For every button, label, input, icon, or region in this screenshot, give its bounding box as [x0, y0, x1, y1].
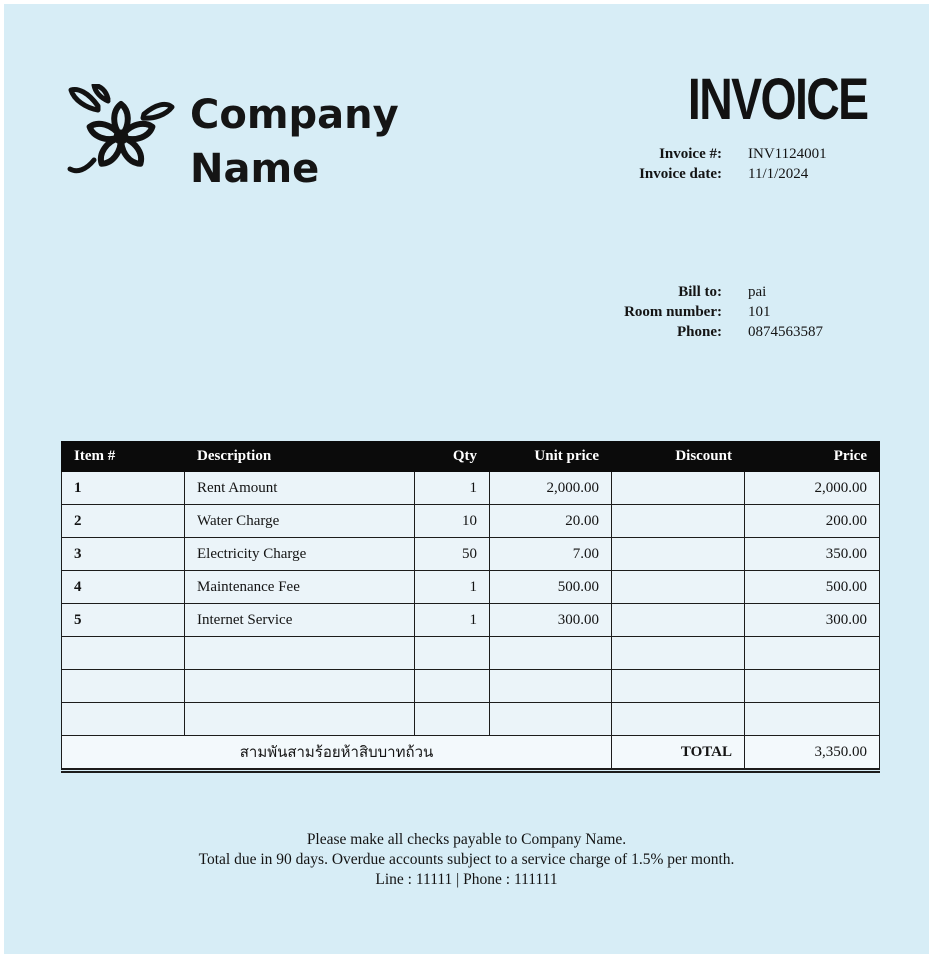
cell-unit-price: 500.00 — [490, 571, 612, 604]
table-row — [62, 472, 880, 505]
bill-to-label: Bill to: — [678, 284, 722, 300]
items-table-header — [62, 442, 880, 472]
table-row — [62, 538, 880, 571]
amount-in-words: สามพันสามร้อยห้าสิบบาทถ้วน — [62, 736, 612, 771]
company-name-line2: Name — [190, 146, 320, 192]
table-row-empty — [62, 670, 880, 703]
cell-item: 2 — [62, 505, 185, 538]
cell-description: Rent Amount — [185, 472, 415, 505]
header-qty: Qty — [415, 442, 490, 472]
cell-price: 2,000.00 — [745, 472, 880, 505]
table-row-empty — [62, 703, 880, 736]
cell-unit-price: 300.00 — [490, 604, 612, 637]
cell-item: 3 — [62, 538, 185, 571]
header-discount: Discount — [612, 442, 745, 472]
phone-label: Phone: — [677, 324, 722, 340]
cell-description: Internet Service — [185, 604, 415, 637]
cell-description: Electricity Charge — [185, 538, 415, 571]
header-row — [62, 442, 880, 472]
footer-note-contact: Line : 11111 | Phone : 111111 — [375, 871, 558, 888]
cell-discount — [612, 637, 745, 670]
phone-value: 0874563587 — [748, 324, 823, 340]
cell-qty: 1 — [415, 604, 490, 637]
cell-price — [745, 637, 880, 670]
cell-price: 350.00 — [745, 538, 880, 571]
flower-icon — [64, 84, 176, 180]
cell-item: 1 — [62, 472, 185, 505]
footer-note-checks: Please make all checks payable to Company Name. — [306, 831, 627, 848]
bill-to-value: pai — [748, 284, 767, 300]
cell-qty: 10 — [415, 505, 490, 538]
header-unit-price: Unit price — [490, 442, 612, 472]
cell-unit-price — [490, 670, 612, 703]
table-row — [62, 505, 880, 538]
cell-price — [745, 670, 880, 703]
cell-discount — [612, 571, 745, 604]
invoice-meta — [562, 144, 827, 184]
footer-note-terms: Total due in 90 days. Overdue accounts subject to a service charge of 1.5% per month. — [198, 851, 735, 868]
cell-description — [185, 637, 415, 670]
items-table — [61, 441, 880, 773]
cell-price: 500.00 — [745, 571, 880, 604]
header-description: Description — [185, 442, 415, 472]
cell-description: Water Charge — [185, 505, 415, 538]
cell-item — [62, 637, 185, 670]
company-name — [190, 88, 399, 196]
cell-qty — [415, 637, 490, 670]
cell-description — [185, 703, 415, 736]
cell-discount — [612, 505, 745, 538]
cell-unit-price — [490, 637, 612, 670]
header-price: Price — [745, 442, 880, 472]
cell-unit-price — [490, 703, 612, 736]
cell-item: 4 — [62, 571, 185, 604]
invoice-number-label: Invoice #: — [659, 146, 722, 162]
cell-price — [745, 703, 880, 736]
room-number-label: Room number: — [624, 304, 722, 320]
invoice-date-label: Invoice date: — [639, 166, 722, 182]
cell-description: Maintenance Fee — [185, 571, 415, 604]
header-item: Item # — [62, 442, 185, 472]
cell-qty — [415, 670, 490, 703]
cell-discount — [612, 472, 745, 505]
bill-to-block — [562, 282, 823, 342]
invoice-sheet — [4, 4, 929, 954]
table-row — [62, 571, 880, 604]
items-table-body — [62, 472, 880, 736]
invoice-number-value: INV1124001 — [748, 146, 827, 162]
cell-price: 300.00 — [745, 604, 880, 637]
cell-item — [62, 670, 185, 703]
cell-description — [185, 670, 415, 703]
cell-price: 200.00 — [745, 505, 880, 538]
cell-unit-price: 7.00 — [490, 538, 612, 571]
cell-unit-price: 20.00 — [490, 505, 612, 538]
total-value: 3,350.00 — [745, 736, 880, 771]
cell-qty: 50 — [415, 538, 490, 571]
table-row — [62, 604, 880, 637]
room-number-value: 101 — [748, 304, 771, 320]
items-table-footer — [62, 736, 880, 771]
table-row-empty — [62, 637, 880, 670]
footer-notes — [4, 830, 929, 890]
invoice-title: INVOICE — [687, 67, 867, 132]
cell-qty: 1 — [415, 472, 490, 505]
cell-unit-price: 2,000.00 — [490, 472, 612, 505]
cell-discount — [612, 604, 745, 637]
cell-item — [62, 703, 185, 736]
cell-discount — [612, 670, 745, 703]
cell-discount — [612, 538, 745, 571]
cell-qty — [415, 703, 490, 736]
company-name-line1: Company — [190, 92, 399, 138]
total-row — [62, 736, 880, 771]
total-label: TOTAL — [612, 736, 745, 771]
cell-discount — [612, 703, 745, 736]
invoice-date-value: 11/1/2024 — [748, 166, 809, 182]
cell-qty: 1 — [415, 571, 490, 604]
cell-item: 5 — [62, 604, 185, 637]
